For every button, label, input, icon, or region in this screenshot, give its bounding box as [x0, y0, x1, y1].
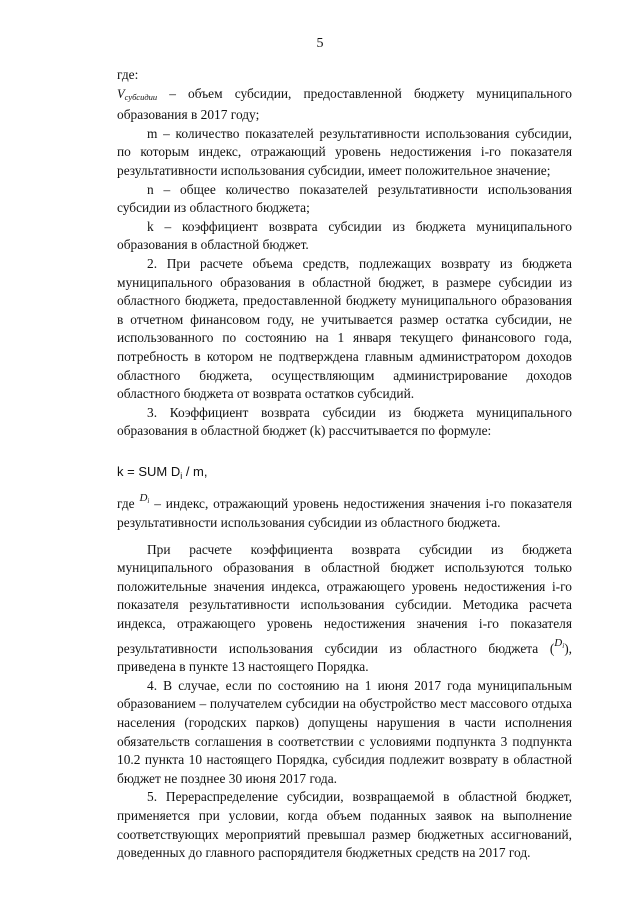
definition-m: m – количество показателей результативности использования субсидии, по которым индекс, отражающий уровень недостижения i-го показателя результативности использования субсидии, имеет положительное значение;	[117, 125, 572, 178]
paragraph-calculation: При расчете коэффициента возврата субсидии из бюджета муниципального образования в областной бюджет используются только положительные значения индекса, отражающего уровень недостижения i-го показателя результативности использования субсидии. Методика расчета индекса, отражающего уровень недостижения значения i-го показателя результативности использования субсидии из областного бюджета ($^{D_i}$), приведена в пункте 13 настоящего Порядка.	[117, 541, 572, 675]
paragraph-3: 3. Коэффициент возврата субсидии из бюджета муниципального образования в областной бюджет (k) рассчитывается по формуле:	[117, 404, 572, 439]
page-number: 5	[316, 36, 324, 51]
definition-k: k – коэффициент возврата субсидии из бюджета муниципального образования в областной бюджет.	[117, 218, 572, 253]
definition-d: где $^{D_i}$ – индекс, отражающий уровень недостижения значения i-го показателя результативности использования субсидии из областного бюджета.	[117, 492, 572, 531]
where-label: где:	[117, 67, 139, 82]
paragraph-4: 4. В случае, если по состоянию на 1 июня 2017 года муниципальным образованием – получателем субсидии на обустройство мест массового отдыха населения (городских парков) допущены нарушения в части исполнения обязательств соглашения в соответствии с условиями подпункта 3 подпункта 10.2 пункта 10 настоящего Порядка, субсидия подлежит возврату в областной бюджет не позднее 30 июня 2017 года.	[117, 677, 572, 786]
formula: k = SUM $D_i$ / m,	[117, 463, 208, 481]
paragraph-5: 5. Перераспределение субсидии, возвращаемой в областной бюджет, применяется при условии, когда объем поданных заявок на выполнение соответствующих мероприятий превышал размер бюджетных ассигнований, доведенных до главного распорядителя бюджетных средств на 2017 год.	[117, 789, 572, 861]
d-symbol: Di	[139, 492, 150, 506]
paragraph-2: 2. При расчете объема средств, подлежащих возврату из бюджета муниципального образования в областной бюджет, в размере субсидии из областного бюджета, предоставленной бюджету муниципального образования в отчетном финансовом году, не учитывается размер остатка субсидии, не использованного по состоянию на 1 января текущего финансового года, потребность в котором не подтверждена главным администратором доходов областного бюджета, осуществляющим администрирование доходов областного бюджета от возврата остатков субсидий.	[117, 255, 572, 402]
definition-n: n – общее количество показателей результативности использования субсидии из областного бюджета;	[117, 181, 572, 216]
d-symbol-inline: Di	[554, 636, 565, 650]
v-symbol: Vсубсидии	[117, 86, 158, 102]
definition-v: Vсубсидии – объем субсидии, предоставленной бюджету муниципального образования в 2017 году;	[117, 85, 572, 123]
document-body	[117, 66, 572, 863]
